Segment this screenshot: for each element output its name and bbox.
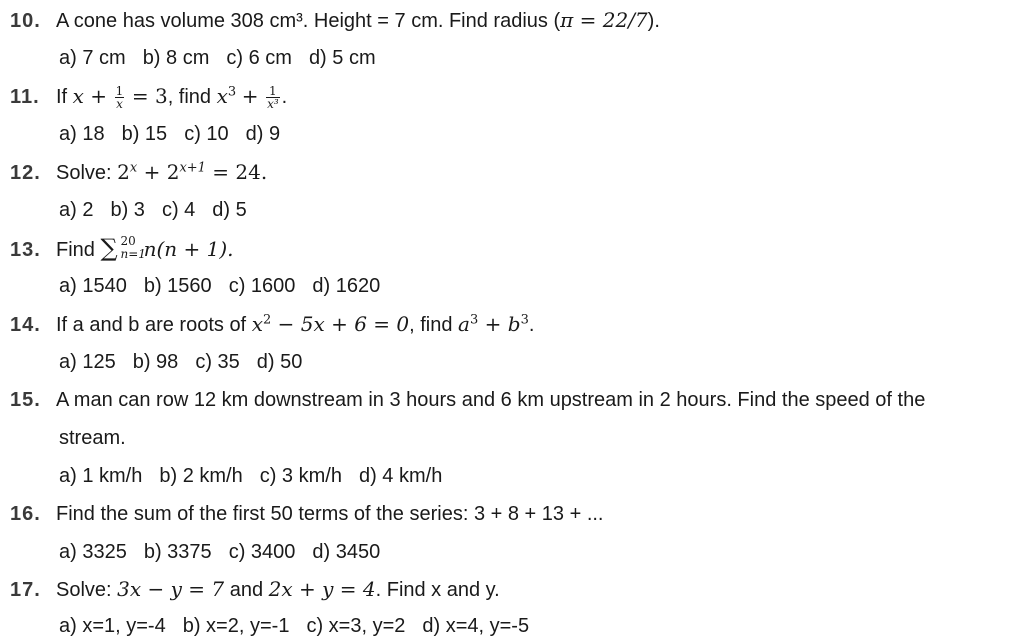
question-text: Solve: [56,162,118,184]
option-c[interactable]: c) 3400 [228,541,296,563]
question-text: Solve: [56,579,118,601]
option-d[interactable]: d) 5 [212,199,247,221]
math-expression: 3x − y = 7 [117,577,225,601]
question-number: 15. [10,389,41,411]
question-number: 14. [10,314,41,336]
options-15 [59,464,459,488]
math-expression: 2 [166,160,180,184]
option-d[interactable]: d) x=4, y=-5 [422,615,530,637]
option-a[interactable]: a) 3325 [59,541,127,563]
question-text: If a and b are roots of [56,314,252,336]
option-c[interactable]: c) 4 [161,199,196,221]
question-10 [10,8,660,33]
option-c[interactable]: c) 6 cm [226,47,292,69]
math-expression: x [216,84,228,108]
option-a[interactable]: a) 125 [59,351,116,373]
exponent: 3 [469,312,479,328]
question-text: and [224,579,269,601]
option-b[interactable]: b) 15 [121,123,168,145]
question-13 [10,236,234,262]
question-16 [10,502,604,526]
question-number: 13. [10,239,41,261]
options-10 [59,46,393,70]
option-c[interactable]: c) 35 [195,351,240,373]
question-11 [10,84,287,110]
option-d[interactable]: d) 9 [245,123,281,145]
option-a[interactable]: a) 1 km/h [59,465,143,487]
question-17 [10,577,500,602]
option-d[interactable]: d) 1620 [312,275,381,297]
option-d[interactable]: d) 50 [256,351,303,373]
exponent: 3 [520,312,529,328]
question-number: 17. [10,579,41,601]
exponent: x+1 [179,160,206,176]
math-expression: π = 22/7 [560,8,648,32]
question-text: stream. [59,427,126,449]
math-expression: = 24. [205,160,268,184]
math-expression: b [507,312,521,336]
math-expression: + [137,160,167,184]
option-b[interactable]: b) 8 cm [142,47,210,69]
question-number: 12. [10,162,41,184]
question-text: If [56,86,73,108]
question-text: . [528,314,535,336]
options-14 [59,350,319,374]
math-expression: = 3 [131,84,168,108]
question-12 [10,160,267,185]
option-a[interactable]: a) 18 [59,123,105,145]
options-12 [59,198,264,222]
option-a[interactable]: a) x=1, y=-4 [59,615,166,637]
fraction: $\frac{1}{x}$ [115,84,124,112]
option-c[interactable]: c) 3 km/h [259,465,342,487]
question-number: 10. [10,10,41,32]
math-expression: x + [72,84,108,108]
option-b[interactable]: b) 1560 [143,275,212,297]
math-expression: n(n + 1). [143,237,234,261]
exponent: 3 [227,84,237,100]
question-text: A cone has volume 308 cm³. Height = 7 cm. Find radius ( [56,10,561,32]
option-d[interactable]: d) 5 cm [308,47,376,69]
math-expression: 2 [117,160,130,184]
summation-lower: n=1 [120,247,146,261]
option-c[interactable]: c) 1600 [228,275,296,297]
option-a[interactable]: a) 1540 [59,275,127,297]
option-b[interactable]: b) 3375 [143,541,212,563]
question-14 [10,312,534,337]
option-b[interactable]: b) 98 [132,351,179,373]
math-expression: + [478,312,508,336]
option-d[interactable]: d) 4 km/h [358,465,443,487]
option-a[interactable]: a) 2 [59,199,94,221]
question-text: A man can row 12 km downstream in 3 hours and 6 km upstream in 2 hours. Find the speed of the [56,389,926,411]
option-c[interactable]: c) x=3, y=2 [306,615,406,637]
math-expression: + [241,84,259,108]
question-number: 11. [10,86,40,108]
question-15 [10,388,925,412]
options-13 [59,274,397,298]
question-text: . Find x and y. [375,579,500,601]
option-b[interactable]: b) 2 km/h [159,465,243,487]
question-text: . [281,86,288,108]
question-text: Find [56,239,101,261]
options-16 [59,540,397,564]
question-text: , find [409,314,459,336]
question-text: ). [647,10,660,32]
summation: ∑ 20 n=1 [100,236,117,260]
summation-upper: 20 [120,234,136,248]
option-b[interactable]: b) x=2, y=-1 [182,615,290,637]
math-expression: 2x + y = 4 [268,577,376,601]
exponent: 2 [262,312,272,328]
question-number: 16. [10,503,41,525]
option-b[interactable]: b) 3 [110,199,145,221]
options-11 [59,122,297,146]
math-expression: − 5x + 6 = 0 [271,312,410,336]
fraction: $\frac{1}{\text{x³}}$ [267,84,279,112]
options-17 [59,614,546,638]
question-text: Find the sum of the first 50 terms of the series: 3 + 8 + 13 + ... [56,503,604,525]
question-text: , find [167,86,217,108]
option-c[interactable]: c) 10 [184,123,229,145]
option-d[interactable]: d) 3450 [312,541,381,563]
math-expression: a [458,312,470,336]
option-a[interactable]: a) 7 cm [59,47,126,69]
exponent: x [129,160,138,176]
math-expression: x [251,312,263,336]
question-15-continued [59,426,126,450]
